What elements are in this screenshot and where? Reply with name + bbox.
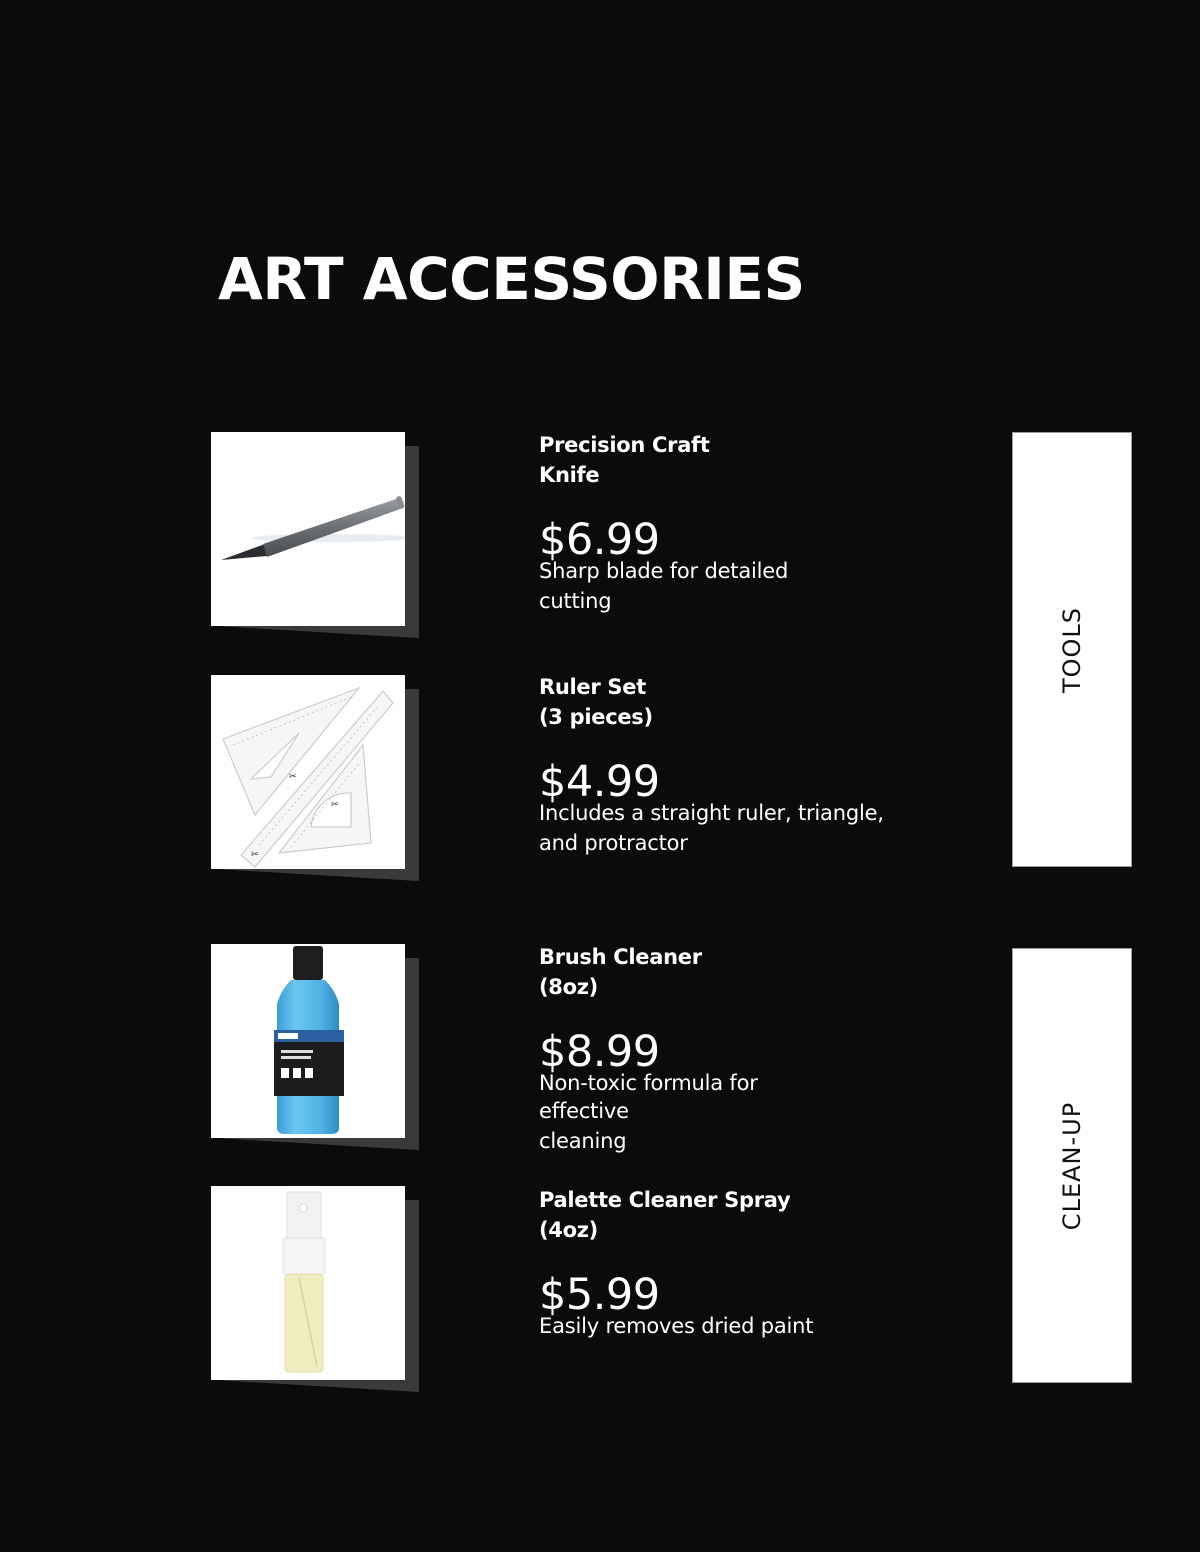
product-image-brush-cleaner[interactable] — [211, 944, 405, 1138]
product-price: $5.99 — [539, 1270, 660, 1320]
description-line: Non-toxic formula for — [539, 1071, 758, 1095]
product-info-brush-cleaner — [539, 942, 939, 1156]
product-name — [539, 942, 939, 1002]
category-tab-clean-up[interactable] — [1012, 948, 1132, 1383]
product-image-palette-cleaner-spray[interactable] — [211, 1186, 405, 1380]
product-name-line: (3 pieces) — [539, 705, 653, 729]
product-price: $6.99 — [539, 515, 660, 565]
ruler-set-icon — [211, 675, 405, 869]
image-frame — [211, 675, 405, 869]
product-info-palette-cleaner-spray — [539, 1185, 939, 1341]
product-description — [539, 1311, 939, 1341]
product-description — [539, 556, 939, 616]
image-frame — [211, 944, 405, 1138]
description-line: cleaning — [539, 1129, 627, 1153]
product-name-line: Knife — [539, 463, 600, 487]
product-description — [539, 1068, 939, 1156]
product-name — [539, 430, 939, 490]
description-line: effective — [539, 1099, 629, 1123]
image-frame — [211, 432, 405, 626]
product-image-ruler-set[interactable] — [211, 675, 405, 869]
svg-text:✂: ✂ — [331, 800, 339, 810]
product-name-line: (4oz) — [539, 1218, 598, 1242]
product-name-line: Brush Cleaner — [539, 945, 702, 969]
page-title: ART ACCESSORIES — [218, 245, 805, 313]
product-name-line: Palette Cleaner Spray — [539, 1188, 791, 1212]
product-name-line: (8oz) — [539, 975, 598, 999]
description-line: and protractor — [539, 831, 688, 855]
product-price: $8.99 — [539, 1027, 660, 1077]
description-line: cutting — [539, 589, 612, 613]
product-description — [539, 798, 939, 858]
product-name — [539, 672, 939, 732]
category-label: CLEAN-UP — [1058, 1101, 1086, 1230]
brush-cleaner-bottle-icon — [211, 944, 405, 1138]
description-line: Includes a straight ruler, triangle, — [539, 801, 884, 825]
description-line: Sharp blade for detailed — [539, 559, 789, 583]
svg-text:✂: ✂ — [289, 772, 297, 782]
spray-bottle-icon — [211, 1186, 405, 1380]
craft-knife-icon — [211, 432, 405, 626]
category-tab-tools[interactable] — [1012, 432, 1132, 867]
category-label: TOOLS — [1057, 606, 1086, 693]
svg-text:✂: ✂ — [251, 850, 259, 860]
product-info-craft-knife — [539, 430, 939, 616]
product-name-line: Ruler Set — [539, 675, 646, 699]
product-name-line: Precision Craft — [539, 433, 710, 457]
product-price: $4.99 — [539, 757, 660, 807]
product-name — [539, 1185, 939, 1245]
product-image-craft-knife[interactable] — [211, 432, 405, 626]
description-line: Easily removes dried paint — [539, 1314, 814, 1338]
product-info-ruler-set — [539, 672, 939, 858]
image-frame — [211, 1186, 405, 1380]
